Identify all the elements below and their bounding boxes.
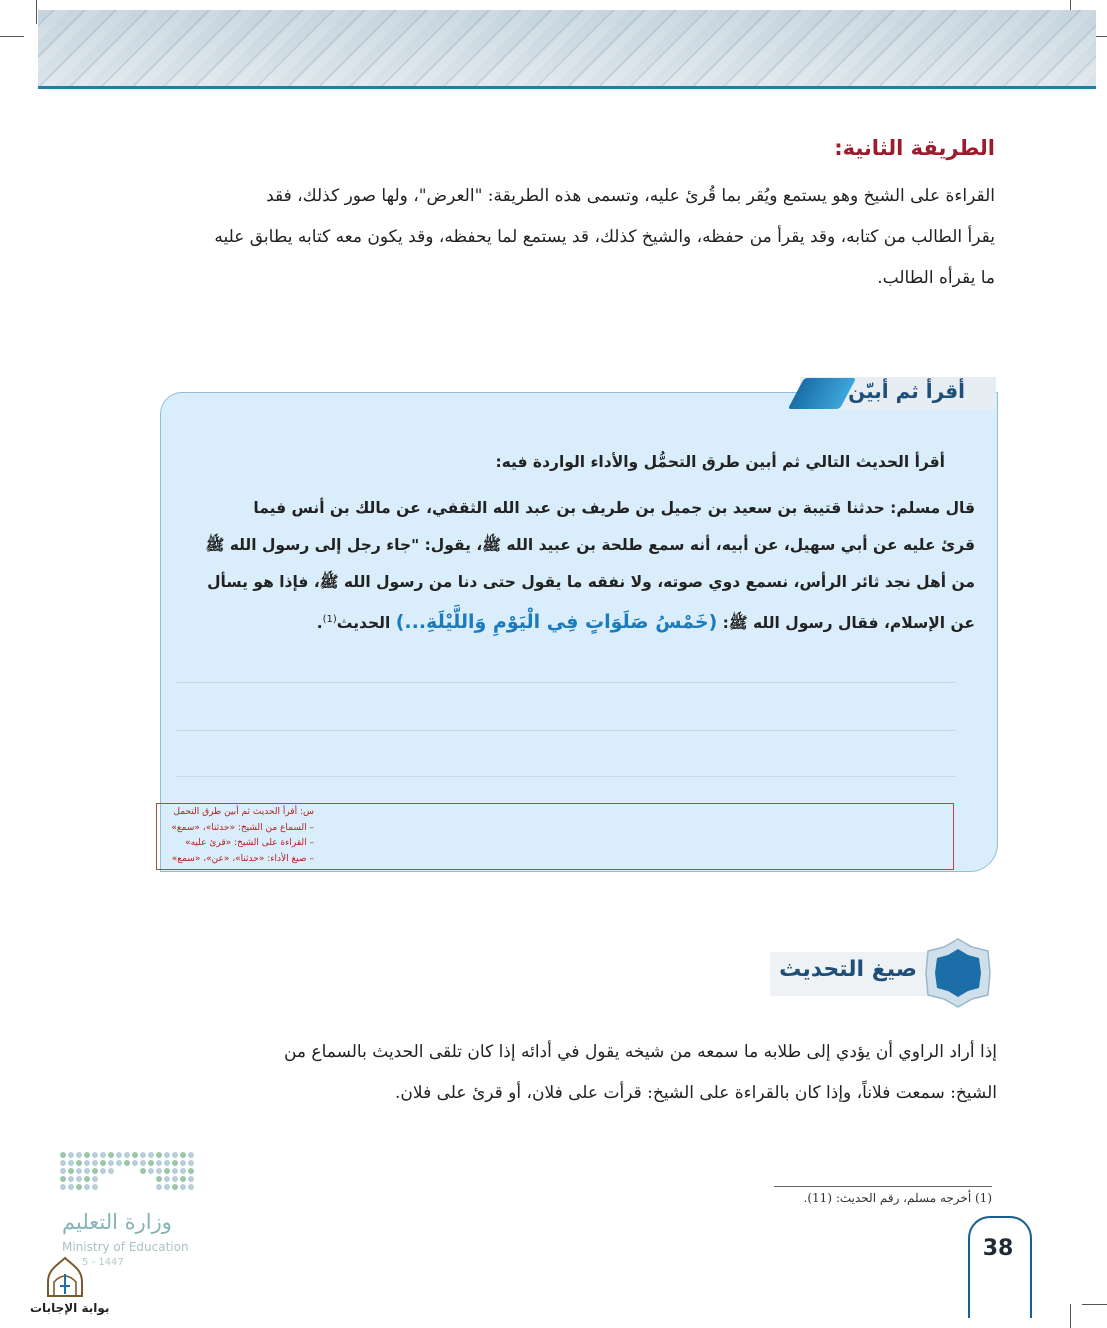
octagon-badge-icon: [922, 937, 994, 1009]
logo-dot: [148, 1152, 154, 1158]
logo-dot: [148, 1168, 154, 1174]
hadith-quote: (خَمْسُ صَلَوَاتٍ فِي الْيَوْمِ وَاللَّيْلَةِ...): [395, 611, 718, 634]
logo-dot: [100, 1152, 106, 1158]
answer-line: س: أقرأ الحديث ثم أبين طرق التحمل: [173, 807, 314, 817]
logo-dot: [60, 1184, 66, 1190]
activity-tab-label: أقرأ ثم أبيّن: [848, 379, 965, 403]
handwritten-answer: [171, 805, 314, 867]
hadith-text: [175, 490, 975, 642]
logo-dot: [92, 1176, 98, 1182]
answer-line: – صيغ الأداء: «حدثنا»، «عن»، «سمع»: [171, 853, 314, 864]
crop-mark: [36, 0, 37, 24]
logo-dot: [180, 1184, 186, 1190]
logo-dot: [100, 1160, 106, 1166]
header-rule: [38, 86, 1096, 89]
activity-instruction: أقرأ الحديث التالي ثم أبين طرق التحمُّل والأداء الواردة فيه:: [495, 453, 945, 471]
logo-dot: [124, 1152, 130, 1158]
crop-mark: [0, 36, 24, 37]
logo-dot: [156, 1168, 162, 1174]
logo-dot: [116, 1152, 122, 1158]
logo-dot: [180, 1168, 186, 1174]
ministry-logo-icon: [60, 1152, 200, 1202]
logo-dot: [172, 1176, 178, 1182]
logo-dot: [164, 1184, 170, 1190]
logo-dot: [164, 1168, 170, 1174]
paragraph-line: يقرأ الطالب من كتابه، وقد يقرأ من حفظه، والشيخ كذلك، قد يستمع لما يحفظه، وقد يكون معه كتابه يطابق عليه: [214, 227, 995, 247]
logo-dot: [148, 1160, 154, 1166]
logo-dot: [132, 1152, 138, 1158]
page-number: 38: [982, 1236, 1014, 1261]
answer-write-line: [176, 730, 956, 731]
logo-dot: [84, 1160, 90, 1166]
logo-dot: [68, 1160, 74, 1166]
logo-dot: [60, 1176, 66, 1182]
logo-dot: [84, 1168, 90, 1174]
logo-dot: [156, 1184, 162, 1190]
logo-dot: [156, 1152, 162, 1158]
logo-dot: [156, 1176, 162, 1182]
hadith-line: عن الإسلام، فقال رسول الله ﷺ: (خَمْسُ صَلَوَاتٍ فِي الْيَوْمِ وَاللَّيْلَةِ...) الحديث$^{(1)}$.: [316, 611, 975, 634]
logo-dot: [164, 1160, 170, 1166]
logo-dot: [172, 1168, 178, 1174]
logo-dot: [140, 1160, 146, 1166]
logo-dot: [84, 1152, 90, 1158]
logo-dot: [180, 1176, 186, 1182]
logo-dot: [188, 1160, 194, 1166]
logo-dot: [84, 1176, 90, 1182]
hadith-last-suffix: الحديث: [336, 614, 391, 633]
logo-dot: [92, 1168, 98, 1174]
logo-dot: [188, 1152, 194, 1158]
header-pattern-band: [38, 10, 1096, 86]
footnote-rule: [774, 1186, 992, 1187]
logo-dot: [60, 1152, 66, 1158]
section-title: الطريقة الثانية:: [834, 136, 995, 160]
paragraph-line: القراءة على الشيخ وهو يستمع ويُقر بما قُرئ عليه، وتسمى هذه الطريقة: "العرض"، ولها صور كذلك، فقد: [266, 186, 995, 206]
logo-dot: [140, 1152, 146, 1158]
page-number-tab: [968, 1216, 1032, 1318]
logo-dot: [68, 1176, 74, 1182]
logo-dot: [92, 1184, 98, 1190]
paragraph-line: إذا أراد الراوي أن يؤدي إلى طلابه ما سمعه من شيخه يقول في أدائه إذا كان تلقى الحديث بالسماع من: [283, 1042, 997, 1062]
hadith-last-prefix: عن الإسلام، فقال رسول الله ﷺ:: [722, 614, 975, 633]
logo-dot: [60, 1168, 66, 1174]
paragraph-line: الشيخ: سمعت فلاناً، وإذا كان بالقراءة على الشيخ: قرأت على فلان، أو قرئ على فلان.: [395, 1083, 997, 1103]
logo-dot: [180, 1160, 186, 1166]
logo-dot: [164, 1152, 170, 1158]
logo-dot: [76, 1176, 82, 1182]
logo-dot: [156, 1160, 162, 1166]
portal-name: بوابة الإجابات: [30, 1301, 110, 1315]
logo-dot: [108, 1160, 114, 1166]
logo-dot: [68, 1184, 74, 1190]
logo-dot: [180, 1152, 186, 1158]
logo-dot: [172, 1160, 178, 1166]
logo-dot: [76, 1152, 82, 1158]
logo-dot: [188, 1168, 194, 1174]
logo-dot: [76, 1168, 82, 1174]
ministry-name-ar: وزارة التعليم: [62, 1210, 172, 1234]
logo-dot: [164, 1176, 170, 1182]
logo-dot: [116, 1160, 122, 1166]
portal-logo-icon: [44, 1256, 86, 1300]
logo-dot: [108, 1152, 114, 1158]
logo-dot: [124, 1160, 130, 1166]
hadith-line: من أهل نجد ثائر الرأس، نسمع دوي صوته، ولا نفقه ما يقول حتى دنا من رسول الله ﷺ، فإذا هو يسأل: [207, 573, 975, 591]
logo-dot: [76, 1160, 82, 1166]
logo-dot: [92, 1160, 98, 1166]
answer-line: – السماع من الشيخ: «حدثنا»، «سمع»: [171, 822, 314, 833]
tahdith-paragraph: [157, 1032, 997, 1114]
hadith-line: قرئ عليه عن أبي سهيل، عن أبيه، أنه سمع طلحة بن عبيد الله ﷺ، يقول: "جاء رجل إلى رسول الله ﷺ: [205, 536, 975, 554]
answer-write-line: [176, 776, 956, 777]
logo-dot: [188, 1176, 194, 1182]
logo-dot: [60, 1160, 66, 1166]
crop-mark: [1082, 1304, 1107, 1305]
hadith-line: قال مسلم: حدثنا قتيبة بن سعيد بن جميل بن طريف بن عبد الله الثقفي، عن مالك بن أنس فيما: [253, 499, 975, 517]
footnote-reference: (1): [322, 614, 337, 625]
logo-dot: [172, 1184, 178, 1190]
logo-dot: [172, 1152, 178, 1158]
answer-line: – القراءة على الشيخ: «قرئ عليه»: [185, 838, 314, 848]
logo-dot: [140, 1168, 146, 1174]
logo-dot: [92, 1152, 98, 1158]
ministry-name-en: Ministry of Education: [62, 1240, 189, 1254]
logo-dot: [188, 1184, 194, 1190]
footnote: (1) أخرجه مسلم، رقم الحديث: (11).: [803, 1191, 992, 1205]
logo-dot: [84, 1184, 90, 1190]
logo-dot: [132, 1160, 138, 1166]
answer-write-line: [176, 682, 956, 683]
logo-dot: [68, 1168, 74, 1174]
logo-dot: [76, 1184, 82, 1190]
section-paragraph: [155, 176, 995, 299]
logo-dot: [108, 1168, 114, 1174]
crop-mark: [1070, 1304, 1071, 1328]
logo-dot: [68, 1152, 74, 1158]
ministry-year: 5 - 1447: [82, 1257, 124, 1268]
paragraph-line: ما يقرأه الطالب.: [877, 268, 995, 288]
tahdith-title: صيغ التحديث: [779, 957, 917, 982]
logo-dot: [100, 1168, 106, 1174]
